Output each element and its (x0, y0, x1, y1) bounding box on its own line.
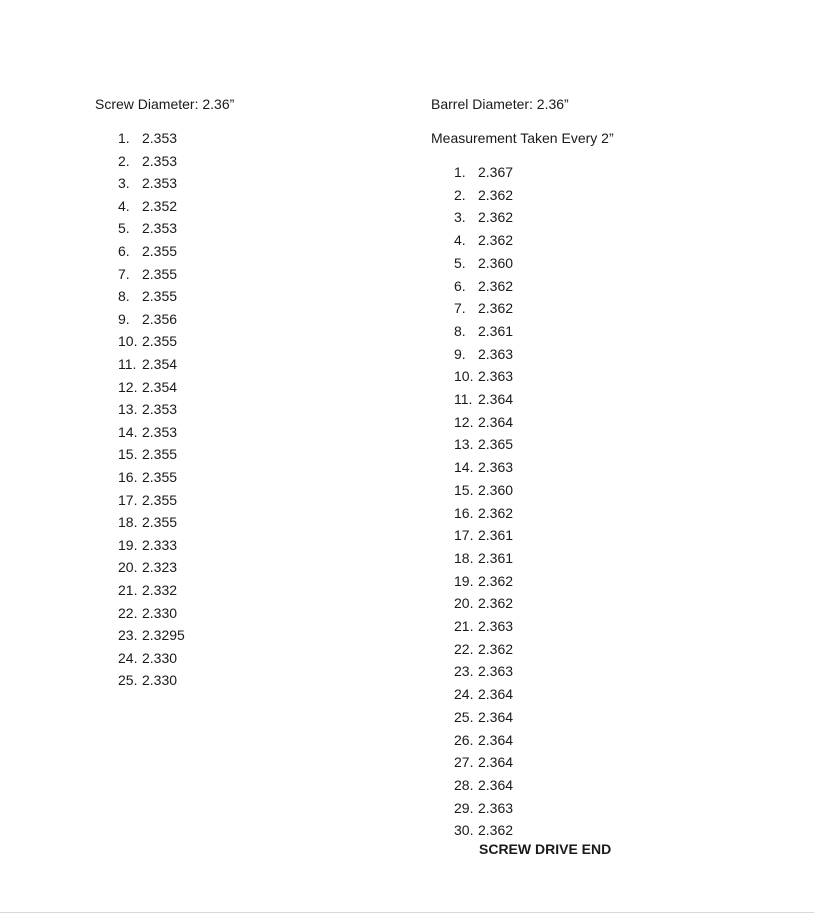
screw-list-item (118, 513, 177, 531)
list-item-value: 2.330 (142, 650, 178, 666)
list-item-value: 2.333 (142, 537, 178, 553)
list-item-number: 26. (454, 732, 474, 748)
list-item-value: 2.352 (142, 198, 178, 214)
screw-list-item (118, 468, 177, 486)
list-item-number: 29. (454, 800, 474, 816)
screw-list-item (118, 129, 177, 147)
page-bottom-divider (0, 912, 814, 913)
list-item-value: 2.362 (478, 505, 514, 521)
list-item-value: 2.364 (478, 709, 514, 725)
list-item-number: 6. (454, 278, 466, 294)
list-item-number: 13. (118, 401, 138, 417)
list-item-value: 2.3295 (142, 627, 185, 643)
list-item-value: 2.354 (142, 379, 178, 395)
list-item-number: 15. (454, 482, 474, 498)
barrel-diameter-heading: Barrel Diameter: 2.36” (431, 96, 569, 112)
list-item-number: 3. (454, 209, 466, 225)
list-item-value: 2.355 (142, 288, 178, 304)
barrel-list-item (454, 504, 513, 522)
list-item-number: 4. (454, 232, 466, 248)
barrel-list-item (454, 367, 513, 385)
list-item-value: 2.353 (142, 130, 178, 146)
list-item-number: 27. (454, 754, 474, 770)
screw-list-item (118, 400, 177, 418)
barrel-list-item (454, 685, 513, 703)
list-item-value: 2.362 (478, 573, 514, 589)
list-item-number: 18. (118, 514, 138, 530)
screw-list-item (118, 287, 177, 305)
list-item-value: 2.356 (142, 311, 178, 327)
list-item-number: 2. (454, 187, 466, 203)
screw-diameter-heading: Screw Diameter: 2.36” (95, 96, 235, 112)
barrel-list-item (454, 413, 513, 431)
barrel-list-item (454, 708, 513, 726)
list-item-number: 16. (454, 505, 474, 521)
list-item-value: 2.363 (478, 459, 514, 475)
screw-list-item (118, 423, 177, 441)
list-item-value: 2.364 (478, 391, 514, 407)
screw-list-item (118, 491, 177, 509)
screw-list-item (118, 310, 177, 328)
list-item-number: 22. (454, 641, 474, 657)
list-item-number: 17. (454, 527, 474, 543)
barrel-list-item (454, 208, 513, 226)
list-item-number: 1. (454, 164, 466, 180)
barrel-list-item (454, 231, 513, 249)
list-item-number: 10. (454, 368, 474, 384)
list-item-value: 2.355 (142, 514, 178, 530)
list-item-number: 18. (454, 550, 474, 566)
screw-list-item (118, 332, 177, 350)
list-item-value: 2.361 (478, 323, 514, 339)
list-item-value: 2.363 (478, 368, 514, 384)
list-item-value: 2.364 (478, 732, 514, 748)
list-item-value: 2.355 (142, 266, 178, 282)
list-item-value: 2.353 (142, 153, 178, 169)
screw-list-item (118, 445, 177, 463)
list-item-value: 2.365 (478, 436, 514, 452)
list-item-value: 2.354 (142, 356, 178, 372)
list-item-value: 2.363 (478, 618, 514, 634)
list-item-number: 25. (454, 709, 474, 725)
list-item-value: 2.362 (478, 595, 514, 611)
list-item-number: 1. (118, 130, 130, 146)
screw-drive-end-label: SCREW DRIVE END (479, 841, 612, 857)
screw-list-item (118, 626, 185, 644)
list-item-number: 6. (118, 243, 130, 259)
list-item-value: 2.362 (478, 300, 514, 316)
barrel-list-item (454, 526, 513, 544)
screw-list-item (118, 219, 177, 237)
screw-list-item (118, 649, 177, 667)
barrel-list-item (454, 549, 513, 567)
list-item-number: 28. (454, 777, 474, 793)
list-item-number: 8. (118, 288, 130, 304)
screw-list-item (118, 558, 177, 576)
list-item-value: 2.362 (478, 209, 514, 225)
list-item-value: 2.364 (478, 414, 514, 430)
list-item-number: 8. (454, 323, 466, 339)
list-item-value: 2.353 (142, 401, 178, 417)
list-item-number: 3. (118, 175, 130, 191)
barrel-list-item (454, 277, 513, 295)
list-item-number: 17. (118, 492, 138, 508)
barrel-list-item (454, 617, 513, 635)
list-item-value: 2.353 (142, 175, 178, 191)
list-item-number: 14. (118, 424, 138, 440)
screw-list-item (118, 265, 177, 283)
barrel-list-item (454, 458, 513, 476)
barrel-list-item (454, 821, 513, 839)
screw-list-item (118, 378, 177, 396)
list-item-number: 12. (118, 379, 138, 395)
list-item-value: 2.363 (478, 346, 514, 362)
screw-list-item (118, 174, 177, 192)
list-item-number: 21. (454, 618, 474, 634)
barrel-list-item (454, 435, 513, 453)
list-item-number: 24. (454, 686, 474, 702)
list-item-value: 2.360 (478, 482, 514, 498)
list-item-number: 20. (454, 595, 474, 611)
list-item-number: 23. (454, 663, 474, 679)
list-item-number: 9. (454, 346, 466, 362)
screw-list-item (118, 536, 177, 554)
barrel-list-item (454, 299, 513, 317)
list-item-number: 24. (118, 650, 138, 666)
barrel-list-item (454, 481, 513, 499)
list-item-value: 2.361 (478, 550, 514, 566)
screw-list-item (118, 355, 177, 373)
list-item-value: 2.355 (142, 243, 178, 259)
barrel-list-item (454, 640, 513, 658)
list-item-value: 2.330 (142, 672, 178, 688)
barrel-list-item (454, 776, 513, 794)
barrel-list-item (454, 322, 513, 340)
list-item-number: 21. (118, 582, 138, 598)
list-item-number: 15. (118, 446, 138, 462)
screw-list-item (118, 604, 177, 622)
list-item-value: 2.364 (478, 686, 514, 702)
list-item-number: 16. (118, 469, 138, 485)
list-item-value: 2.362 (478, 278, 514, 294)
list-item-number: 14. (454, 459, 474, 475)
list-item-value: 2.355 (142, 446, 178, 462)
list-item-number: 5. (118, 220, 130, 236)
screw-list-item (118, 152, 177, 170)
list-item-number: 19. (118, 537, 138, 553)
barrel-list-item (454, 390, 513, 408)
barrel-list-item (454, 731, 513, 749)
list-item-number: 12. (454, 414, 474, 430)
list-item-number: 10. (118, 333, 138, 349)
list-item-value: 2.362 (478, 187, 514, 203)
list-item-number: 30. (454, 822, 474, 838)
list-item-number: 9. (118, 311, 130, 327)
list-item-value: 2.362 (478, 641, 514, 657)
list-item-value: 2.323 (142, 559, 178, 575)
list-item-value: 2.355 (142, 492, 178, 508)
screw-list-item (118, 671, 177, 689)
list-item-value: 2.330 (142, 605, 178, 621)
list-item-value: 2.355 (142, 333, 178, 349)
list-item-number: 7. (118, 266, 130, 282)
barrel-list-item (454, 163, 513, 181)
list-item-number: 7. (454, 300, 466, 316)
list-item-number: 5. (454, 255, 466, 271)
screw-list-item (118, 197, 177, 215)
list-item-number: 23. (118, 627, 138, 643)
list-item-value: 2.332 (142, 582, 178, 598)
screw-list-item (118, 242, 177, 260)
list-item-value: 2.363 (478, 800, 514, 816)
list-item-number: 4. (118, 198, 130, 214)
list-item-value: 2.363 (478, 663, 514, 679)
barrel-list-item (454, 345, 513, 363)
list-item-value: 2.364 (478, 754, 514, 770)
barrel-list-item (454, 572, 513, 590)
list-item-value: 2.355 (142, 469, 178, 485)
list-item-value: 2.364 (478, 777, 514, 793)
barrel-list-item (454, 186, 513, 204)
barrel-list-item (454, 594, 513, 612)
list-item-value: 2.353 (142, 220, 178, 236)
list-item-value: 2.362 (478, 232, 514, 248)
screw-list-item (118, 581, 177, 599)
list-item-number: 11. (118, 356, 137, 372)
barrel-list-item (454, 799, 513, 817)
list-item-number: 19. (454, 573, 474, 589)
list-item-number: 13. (454, 436, 474, 452)
list-item-number: 22. (118, 605, 138, 621)
list-item-value: 2.367 (478, 164, 514, 180)
list-item-number: 25. (118, 672, 138, 688)
list-item-number: 20. (118, 559, 138, 575)
list-item-value: 2.361 (478, 527, 514, 543)
list-item-number: 2. (118, 153, 130, 169)
measurement-interval-note: Measurement Taken Every 2” (431, 130, 614, 146)
list-item-number: 11. (454, 391, 473, 407)
list-item-value: 2.353 (142, 424, 178, 440)
list-item-value: 2.362 (478, 822, 514, 838)
list-item-value: 2.360 (478, 255, 514, 271)
barrel-list-item (454, 753, 513, 771)
barrel-list-item (454, 662, 513, 680)
barrel-list-item (454, 254, 513, 272)
